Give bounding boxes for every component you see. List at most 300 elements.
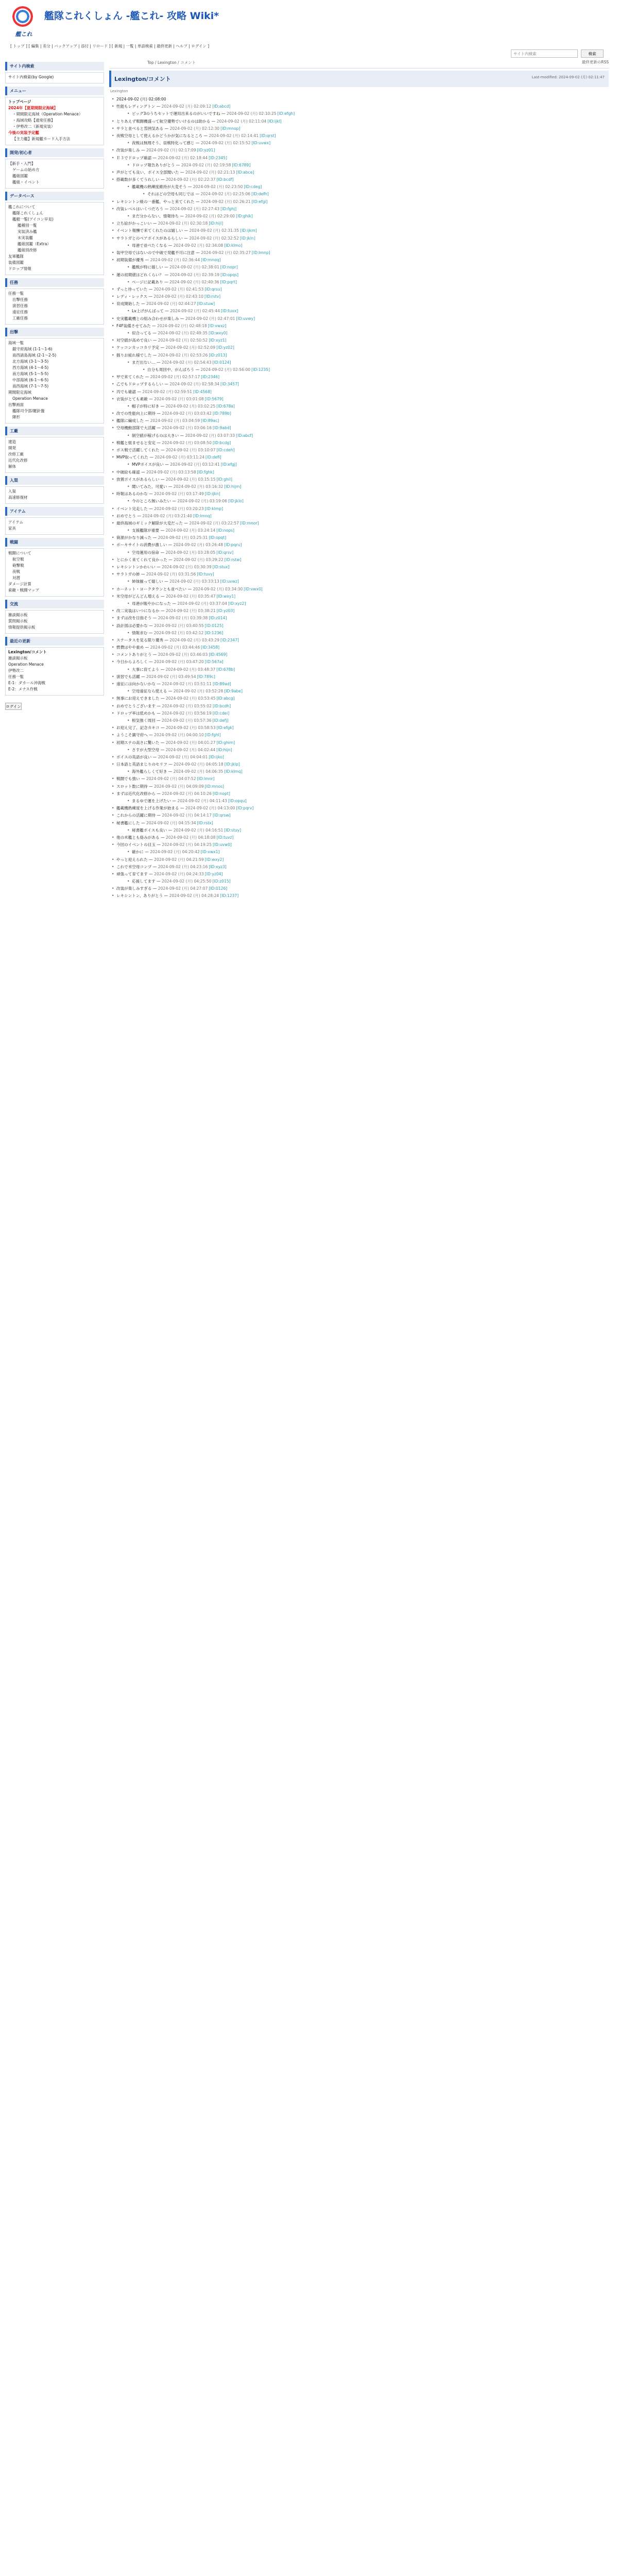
comment-id-link[interactable]: [ID:ijkl] bbox=[267, 118, 282, 124]
comment-id-link[interactable]: [ID:klmo] bbox=[224, 243, 243, 248]
sidebar-item[interactable]: 今後の実装予定艦 bbox=[8, 130, 39, 135]
sidebar-section bbox=[5, 517, 104, 535]
comment-id-link[interactable]: [ID:hijm] bbox=[224, 484, 242, 489]
comment bbox=[116, 542, 609, 548]
comment-date: 2024-09-02 (月) 03:10:07 bbox=[165, 448, 216, 452]
comment-id-link[interactable]: [ID:ghik] bbox=[236, 214, 253, 218]
sidebar-item[interactable]: 2024年【夏期間限定海域】 bbox=[8, 106, 58, 110]
comment-text: 米空母がどんどん増える — bbox=[116, 594, 166, 599]
comment-date: 2024-09-02 (月) 03:29:22 bbox=[174, 557, 224, 562]
sidebar-item[interactable]: 艦娘・イベント bbox=[12, 180, 40, 184]
comment-id-link[interactable]: [ID:opqu] bbox=[228, 799, 247, 803]
comment-id-link[interactable]: [ID:9abd] bbox=[212, 426, 231, 431]
comment-id-link[interactable]: [ID:opqt] bbox=[209, 535, 227, 540]
comment-text: ページに記載あり — bbox=[132, 279, 170, 284]
top-bar bbox=[109, 58, 609, 69]
logo-word: 艦これ bbox=[15, 31, 32, 38]
comment-text: レキシントンかわいい — bbox=[116, 565, 162, 569]
comment-text: 放置ボイスがあるらしい — bbox=[116, 477, 166, 482]
sidebar-item[interactable]: 任務一覧 bbox=[8, 674, 24, 679]
comment-text: おめでとう — bbox=[116, 513, 143, 518]
comment-date: 2024-09-02 (月) 03:39:38 bbox=[158, 616, 208, 621]
sidebar-item[interactable]: 開発 bbox=[8, 446, 16, 450]
comment-id-link[interactable]: [ID:567a] bbox=[204, 659, 224, 665]
comment-id-link[interactable]: [ID:vwx1] bbox=[200, 850, 220, 855]
comment-id-link[interactable]: [ID:678b] bbox=[216, 667, 235, 672]
comment-id-link[interactable]: [ID:nops] bbox=[216, 528, 234, 533]
comment-id-link[interactable]: [ID:fghl] bbox=[204, 733, 221, 738]
comment-id-link[interactable]: [ID:ijkn] bbox=[204, 492, 220, 497]
comment-text: 搭載数が多くてうれしい — bbox=[116, 177, 166, 182]
comment-id-link[interactable]: [ID:efgh] bbox=[277, 111, 295, 116]
sidebar-item[interactable]: 艦隊これくしょん bbox=[12, 211, 43, 215]
comment-text: 艦載機の熟練度維持が大変そう — bbox=[132, 184, 193, 190]
comment-date: 2024-09-02 (月) 04:21:59 bbox=[154, 857, 204, 862]
sidebar-item[interactable]: 艦艇一覧(アイコン早見) bbox=[12, 217, 54, 222]
comment-date: 2024-09-02 (月) 02:22:37 bbox=[165, 177, 216, 182]
comment-id-link[interactable]: [ID:hijn] bbox=[216, 747, 232, 752]
comment-text: これで米空母コンプ — bbox=[116, 864, 158, 869]
comment-text: 改での性能向上に期待 — bbox=[116, 411, 162, 416]
comment-id-link[interactable]: [ID:2347] bbox=[220, 637, 239, 642]
sidebar-item[interactable]: 期間限定海域 bbox=[8, 390, 31, 395]
comment-date: 2024-09-02 (月) 03:12:41 bbox=[170, 462, 220, 467]
sidebar-item[interactable]: 実装済み艦 bbox=[18, 229, 37, 234]
comment-id-link[interactable]: [ID:nopt] bbox=[212, 791, 230, 796]
sidebar-item[interactable]: 解体 bbox=[8, 464, 16, 469]
comment-date: 2024-09-02 (月) 02:09:12 bbox=[161, 104, 212, 109]
comment-id-link[interactable]: [ID:opqs] bbox=[220, 272, 238, 277]
comment-date: 2024-09-02 (月) 03:44:46 bbox=[150, 645, 200, 650]
comment-id-link[interactable]: [ID:ijkm] bbox=[240, 228, 257, 233]
comment-id-link[interactable]: [ID:efgk] bbox=[216, 725, 234, 731]
comment-id-link[interactable]: [ID:wxy1] bbox=[216, 594, 236, 599]
comment bbox=[116, 294, 609, 299]
sidebar-item[interactable]: 工廠任務 bbox=[12, 316, 28, 320]
comment-text: MVP取ってくれた — bbox=[116, 455, 155, 460]
comment-text: 装甲空母ではないので中破で発艦不可に注意 — bbox=[116, 250, 201, 255]
comment-id-link[interactable]: [ID:2346] bbox=[201, 375, 220, 380]
sidebar-item[interactable]: Operation Menace bbox=[8, 662, 44, 667]
comment-reply bbox=[132, 213, 609, 219]
sidebar-item[interactable]: 任務一覧 bbox=[8, 291, 24, 296]
comment-id-link[interactable]: [ID:tuvz] bbox=[216, 835, 234, 840]
comment-date: 2024-09-02 (月) 02:23:50 bbox=[193, 184, 243, 190]
parent-page-link[interactable]: Lexington bbox=[110, 89, 128, 93]
comment-id-link[interactable]: [ID:fghk] bbox=[197, 469, 214, 474]
sidebar-item[interactable]: 出撃画面 bbox=[8, 402, 24, 407]
comment-id-link[interactable]: [ID:6789] bbox=[232, 162, 251, 167]
rss-link[interactable]: 最終更新のRSS bbox=[581, 60, 609, 64]
sidebar-item[interactable]: 艦種別一覧 bbox=[18, 223, 37, 228]
comment-id-link[interactable]: [ID:789b] bbox=[212, 411, 231, 416]
sidebar-item[interactable]: 出撃任務 bbox=[12, 297, 28, 302]
comment-id-link[interactable]: [ID:xyz2] bbox=[228, 601, 246, 606]
comment bbox=[116, 469, 609, 475]
comment-date: 2024-09-02 (月) 02:18:44 bbox=[158, 155, 208, 160]
comment bbox=[116, 118, 609, 124]
sidebar-section bbox=[5, 159, 104, 189]
search-button[interactable]: 検索 bbox=[581, 49, 604, 58]
comment-date: 2024-09-02 (月) 02:19:58 bbox=[181, 162, 231, 167]
comment-id-link[interactable]: [ID:4568] bbox=[193, 389, 212, 394]
comment-date: 2024-09-02 (月) 03:48:37 bbox=[165, 667, 216, 672]
sidebar-item[interactable]: ・期間限定海域（Operation Menace） bbox=[12, 112, 83, 116]
comment-id-link[interactable]: [ID:mnoq] bbox=[201, 258, 221, 263]
site-logo[interactable] bbox=[6, 3, 41, 40]
comment-id-link[interactable]: [ID:0125] bbox=[204, 623, 224, 628]
comment-text: Lv上げがんばって — bbox=[132, 309, 170, 314]
search-input[interactable] bbox=[511, 49, 578, 58]
comment-id-link[interactable]: [ID:9abe] bbox=[224, 689, 243, 694]
comment bbox=[116, 206, 609, 212]
comment-date: 2024-09-02 (月) 03:53:45 bbox=[165, 696, 216, 701]
comment-date: 2024-09-02 (月) 02:40:36 bbox=[169, 279, 219, 284]
comment-id-link[interactable]: [ID:nopr] bbox=[220, 265, 238, 270]
comment bbox=[116, 257, 609, 263]
sidebar-item[interactable]: 南西諸島海域 (2-1〜2-5) bbox=[12, 353, 57, 358]
sidebar-item[interactable]: 未実装艦 bbox=[18, 235, 33, 240]
left-sidebar bbox=[5, 62, 104, 710]
comment-id-link[interactable]: [ID:tuvx] bbox=[220, 309, 238, 314]
sidebar-item[interactable]: サイト内検索(by Google) bbox=[8, 75, 54, 79]
comment-id-link[interactable]: [ID:klmp] bbox=[204, 506, 224, 511]
comment-id-link[interactable]: [ID:uvwy] bbox=[236, 316, 255, 321]
comment-id-link[interactable]: [ID:qrst] bbox=[260, 133, 276, 138]
comment-date: 2024-09-02 (月) 03:15:15 bbox=[165, 477, 216, 482]
comment-id-link[interactable]: [ID:789c] bbox=[197, 674, 215, 679]
comment-id-link[interactable]: [ID:defi] bbox=[205, 455, 221, 460]
comment-date: 2024-09-02 (月) 02:32:52 bbox=[189, 235, 239, 241]
comment-text: 母港が賑やかになった — bbox=[132, 601, 178, 606]
breadcrumb[interactable]: Top / Lexington / コメント bbox=[147, 60, 196, 65]
comment-date: 2024-09-02 (月) 03:19:06 bbox=[177, 499, 227, 504]
site-header bbox=[0, 0, 618, 49]
comment-date: 2024-09-02 (月) 02:41:53 bbox=[153, 286, 204, 292]
sidebar-item[interactable]: 航空戦 bbox=[12, 557, 24, 562]
comment-id-link[interactable]: [ID:3457] bbox=[220, 382, 239, 387]
comment-text: コメントありがとう — bbox=[116, 652, 158, 657]
comment-id-link[interactable]: [ID:bcdh] bbox=[212, 703, 231, 708]
comment-id-link[interactable]: [ID:mnos] bbox=[204, 784, 225, 789]
comment-id-link[interactable]: [ID:cdei] bbox=[212, 710, 230, 716]
sidebar-item[interactable]: 戦闘について bbox=[8, 551, 31, 555]
comment-id-link[interactable]: [ID:bcdg] bbox=[212, 440, 231, 445]
sidebar-item[interactable]: 家具 bbox=[8, 526, 16, 531]
comment-id-link[interactable]: [ID:fghj] bbox=[220, 206, 237, 211]
comment bbox=[116, 96, 609, 102]
comment-id-link[interactable]: [ID:cdeh] bbox=[216, 448, 235, 452]
comment-id-link[interactable]: [ID:pqrt] bbox=[220, 279, 237, 284]
comment bbox=[116, 710, 609, 716]
sidebar-item[interactable]: 【新手・入門】 bbox=[8, 161, 36, 166]
sidebar-item[interactable]: 雑談掲示板 bbox=[8, 656, 28, 660]
sidebar-item[interactable]: 友軍艦隊 bbox=[8, 254, 24, 259]
comment-reply bbox=[132, 111, 609, 116]
comment-id-link[interactable]: [ID:ghil] bbox=[216, 477, 232, 482]
comment bbox=[116, 170, 609, 175]
comment-date: 2024-09-02 (月) 03:47:20 bbox=[154, 659, 204, 665]
comment-id-link[interactable]: [ID:stux] bbox=[212, 565, 230, 569]
sidebar-item[interactable]: 西方海域 (4-1〜4-5) bbox=[12, 365, 49, 370]
comment-id-link[interactable]: [ID:xyz1] bbox=[209, 338, 227, 343]
sidebar-item[interactable]: 艦娘図鑑（Extra） bbox=[18, 242, 51, 246]
comment-id-link[interactable]: [ID:stuw] bbox=[197, 301, 215, 307]
comment-id-link[interactable]: [ID:defj] bbox=[212, 718, 229, 723]
logo-emblem-icon bbox=[12, 6, 33, 27]
comment-text: 乙でもドロップするらしい — bbox=[116, 382, 170, 387]
comment-id-link[interactable]: [ID:wxy2] bbox=[204, 857, 224, 862]
sidebar-section bbox=[5, 486, 104, 504]
comment-id-link[interactable]: [ID:qrsv] bbox=[216, 550, 234, 555]
comment-text: 根気強く周回 — bbox=[132, 718, 162, 723]
comment-id-link[interactable]: [ID:abcd] bbox=[212, 104, 231, 109]
comment-id-link[interactable]: [ID:ghim] bbox=[216, 740, 235, 745]
comment-reply bbox=[132, 878, 609, 884]
comment-reply bbox=[132, 798, 609, 804]
comment-text: 大事に育てよう — bbox=[132, 667, 166, 672]
comment-id-link[interactable]: [ID:jkln] bbox=[239, 235, 255, 241]
comment-id-link[interactable]: [ID:89ac] bbox=[201, 418, 219, 423]
sidebar-item[interactable]: アイテム bbox=[8, 520, 23, 524]
comment-id-link[interactable]: [ID:1235] bbox=[251, 367, 270, 372]
comment-reply bbox=[132, 601, 609, 606]
comment-id-link[interactable]: [ID:3458] bbox=[201, 645, 220, 650]
sidebar-item[interactable]: 情報提供掲示板 bbox=[8, 625, 36, 630]
sidebar-item[interactable]: 南方海域 (5-1〜5-5) bbox=[12, 371, 49, 376]
comment-text: それはどの空母も同じでは — bbox=[147, 192, 201, 197]
sidebar-item[interactable]: 夜戦 bbox=[12, 569, 20, 574]
comment bbox=[116, 696, 609, 701]
comment-id-link[interactable]: [ID:defh] bbox=[251, 192, 269, 197]
sidebar-item[interactable]: 艦娘別改修 bbox=[18, 248, 37, 252]
comment-id-link[interactable]: [ID:bcdf] bbox=[216, 177, 234, 182]
sidebar-section bbox=[5, 72, 104, 83]
comment-date: 2024-09-02 (月) 02:56:00 bbox=[200, 367, 251, 372]
comment-id-link[interactable]: [ID:lmnr] bbox=[197, 776, 215, 782]
comment-date: 2024-09-02 (月) 04:16:51 bbox=[173, 827, 224, 833]
comment-id-link[interactable]: [ID:efgj] bbox=[220, 462, 237, 467]
comment-text: 丙でも確認 — bbox=[116, 389, 143, 394]
comment-id-link[interactable]: [ID:mnop] bbox=[220, 126, 241, 131]
comment-text: ステータスを見る限り優秀 — bbox=[116, 637, 170, 642]
comment-id-link[interactable]: [ID:jklo] bbox=[228, 499, 244, 504]
comment-id-link[interactable]: [ID:tuvy] bbox=[197, 572, 214, 577]
comment-text: 最終海域のギミック解除が大変だった — bbox=[116, 520, 190, 526]
comment bbox=[116, 418, 609, 423]
search-box bbox=[511, 49, 596, 58]
comment-id-link[interactable]: [ID:yz04] bbox=[204, 871, 223, 876]
comment-date: 2024-09-02 (月) 03:17:49 bbox=[154, 492, 204, 497]
comment-id-link[interactable]: [ID:pqrv] bbox=[236, 806, 254, 811]
comment-text: F4F装備させてみた — bbox=[116, 323, 158, 328]
sidebar-item[interactable]: 艦娘図鑑 bbox=[12, 174, 28, 178]
comment bbox=[116, 835, 609, 840]
sidebar-item[interactable]: E-2：メナス作戦 bbox=[8, 687, 38, 691]
sidebar-item[interactable]: 中部海域 (6-1〜6-5) bbox=[12, 378, 49, 382]
comment-id-link[interactable]: [ID:abcf] bbox=[236, 433, 253, 438]
sidebar-item[interactable]: 【主力艦】新規艦カード入手方法 bbox=[12, 137, 71, 141]
comment-id-link[interactable]: [ID:ijko] bbox=[209, 754, 224, 759]
comment-date: 2024-09-02 (月) 02:21:13 bbox=[185, 170, 235, 175]
comment-id-link[interactable]: [ID:rstv] bbox=[204, 294, 221, 299]
comment-id-link[interactable]: [ID:1236] bbox=[204, 630, 224, 635]
comment-id-link[interactable]: [ID:rstx] bbox=[197, 820, 213, 825]
comment-id-link[interactable]: [ID:1237] bbox=[220, 893, 239, 899]
sidebar-item[interactable]: トップページ bbox=[8, 99, 31, 104]
comment bbox=[116, 586, 609, 592]
comment-date: 2024-09-02 (月) 04:11:43 bbox=[177, 799, 227, 803]
comment-id-link[interactable]: [ID:2345] bbox=[209, 155, 227, 160]
sidebar-item[interactable]: 入渠 bbox=[8, 489, 16, 494]
comment bbox=[116, 126, 609, 131]
comment-text: レディ・レックス — bbox=[116, 294, 154, 299]
sidebar-item[interactable]: ・海域攻略【通常任務】 bbox=[12, 118, 55, 123]
comment-id-link[interactable]: [ID:jklp] bbox=[224, 762, 240, 767]
comment-date: 2024-09-02 (月) 02:29:00 bbox=[185, 214, 235, 218]
comment-id-link[interactable]: [ID:rstw] bbox=[224, 557, 242, 562]
comment-id-link[interactable]: [ID:uvw0] bbox=[212, 842, 232, 848]
comment-id-link[interactable]: [ID:wxy0] bbox=[208, 331, 228, 335]
comment-date: 2024-09-02 (月) 03:38:21 bbox=[165, 608, 216, 614]
comment bbox=[116, 776, 609, 782]
comment-text: ずっと待っていた — bbox=[116, 286, 154, 292]
comment-id-link[interactable]: [ID:stuy] bbox=[224, 827, 242, 833]
sidebar-item[interactable]: 近代化改修 bbox=[8, 458, 28, 463]
comment-id-link[interactable]: [ID:vwxz] bbox=[208, 323, 227, 328]
sidebar-item[interactable]: 雑談掲示板 bbox=[8, 613, 28, 617]
comment-date: 2024-09-02 (月) 02:45:44 bbox=[170, 309, 220, 314]
comment-id-link[interactable]: [ID:pqru] bbox=[224, 543, 242, 548]
sidebar-item[interactable]: 改修工廠 bbox=[8, 452, 24, 456]
sidebar-item[interactable]: E-1：ダカール沖海戦 bbox=[8, 681, 46, 685]
sidebar-item[interactable]: 対潜 bbox=[12, 575, 20, 580]
comment-id-link[interactable]: [ID:678a] bbox=[216, 403, 235, 409]
sidebar-item[interactable]: 陣形 bbox=[12, 415, 20, 419]
sidebar-item[interactable]: 砲撃戦 bbox=[12, 563, 24, 568]
sidebar-item[interactable]: 高速修復材 bbox=[8, 495, 28, 500]
sidebar-item[interactable]: 鎮守府海域 (1-1〜1-6) bbox=[12, 347, 53, 351]
comment-reply bbox=[132, 308, 609, 314]
comment-id-link[interactable]: [ID:4569] bbox=[209, 652, 228, 657]
comment-id-link[interactable]: [ID:qrsu] bbox=[204, 286, 222, 292]
sidebar-section bbox=[5, 289, 104, 325]
page-title: Lexington/コメント bbox=[114, 76, 171, 82]
comment-id-link[interactable]: [ID:qrsw] bbox=[212, 813, 231, 818]
login-button[interactable]: ログイン bbox=[5, 703, 22, 710]
comment-reply bbox=[132, 667, 609, 672]
sidebar-item[interactable]: 遠征任務 bbox=[12, 310, 28, 314]
comment-date: 2024-09-02 (月) 03:28:05 bbox=[165, 550, 216, 555]
comment-id-link[interactable]: [ID:klmq] bbox=[224, 769, 243, 774]
comment-id-link[interactable]: [ID:lmnq] bbox=[193, 513, 212, 518]
sidebar-item[interactable]: 装備図鑑 bbox=[8, 260, 24, 265]
comment-date: 2024-09-02 (月) 03:07:33 bbox=[185, 433, 235, 438]
sidebar-item[interactable]: 南西海域 (7-1〜7-5) bbox=[12, 384, 49, 388]
comment-id-link[interactable]: [ID:vwx0] bbox=[244, 586, 263, 591]
comment-id-link[interactable]: [ID:efgi] bbox=[251, 199, 268, 204]
comment-id-link[interactable]: [ID:cdeg] bbox=[244, 184, 262, 190]
comment-text: イベント完走した — bbox=[116, 506, 154, 511]
comment-id-link[interactable]: [ID:xyz3] bbox=[209, 864, 227, 869]
comment-text: ようこそ鎮守府へ — bbox=[116, 733, 154, 738]
comment-date: 2024-09-02 (月) 03:30:39 bbox=[162, 565, 212, 569]
sidebar-item[interactable]: 伊勢改二 bbox=[8, 668, 24, 673]
comment-text: 他の米艦とも絡みがある — bbox=[116, 835, 166, 840]
comment-id-link[interactable]: [ID:0126] bbox=[209, 886, 228, 891]
comment-id-link[interactable]: [ID:z015] bbox=[212, 879, 231, 884]
comment-date: 2024-09-02 (月) 03:33:13 bbox=[169, 579, 219, 584]
sidebar-section-heading: サイト内検索 bbox=[5, 62, 104, 71]
comment-id-link[interactable]: [ID:abce] bbox=[236, 170, 254, 175]
comment bbox=[116, 842, 609, 848]
comment-id-link[interactable]: [ID:z013] bbox=[209, 352, 227, 358]
comment-date: 2024-09-02 (月) 02:43:10 bbox=[153, 294, 204, 299]
comment-id-link[interactable]: [ID:hijl] bbox=[209, 221, 224, 226]
sidebar-item[interactable]: Operation Menace bbox=[12, 396, 48, 401]
comment-text: 今回のイベントの目玉 — bbox=[116, 842, 162, 848]
comment-id-link[interactable]: [ID:z014] bbox=[209, 616, 227, 621]
sidebar-item[interactable]: ・伊勢改二（新規実装） bbox=[12, 124, 55, 129]
comment bbox=[116, 411, 609, 416]
comment-date: 2024-09-02 (月) 04:28:24 bbox=[169, 893, 219, 899]
sidebar-item[interactable]: 海域一覧 bbox=[8, 341, 24, 345]
comment-text: おめでとうございます — bbox=[116, 703, 162, 708]
comment-id-link[interactable]: [ID:uvwx] bbox=[251, 141, 271, 146]
comment-id-link[interactable]: [ID:89ad] bbox=[212, 682, 231, 686]
comment-date: 2024-09-02 (月) 03:11:24 bbox=[154, 455, 204, 460]
sidebar-section bbox=[5, 97, 104, 145]
comment-date: 2024-09-02 (月) 02:54:43 bbox=[161, 360, 212, 365]
sidebar-item[interactable]: 艦隊司令部/羅針盤 bbox=[12, 409, 45, 413]
sidebar-item[interactable]: ゲームの始め方 bbox=[12, 167, 40, 172]
comment-text: 空母運用の宿命 — bbox=[132, 550, 166, 555]
comment-id-link[interactable]: [ID:yz03] bbox=[216, 608, 235, 614]
comment-date: 2024-09-02 (月) 02:25:06 bbox=[200, 192, 251, 197]
header-nav-links[interactable]: [ トップ ] [ 編集 | 差分 | バックアップ | 添付 | リロード ] [ 新規 | 一覧 | 単語検索 | 最終更新 | ヘルプ | ログイン ] bbox=[10, 44, 210, 48]
sidebar-item[interactable]: 建造 bbox=[8, 439, 16, 444]
comment-id-link[interactable]: [ID:lmnp] bbox=[251, 250, 270, 255]
comment-id-link[interactable]: [ID:abcg] bbox=[216, 696, 235, 701]
comment-id-link[interactable]: [ID:0124] bbox=[212, 360, 231, 365]
comment-date: 2024-09-02 (月) 03:42:12 bbox=[153, 630, 204, 635]
sidebar-section-heading: 戦闘 bbox=[5, 538, 104, 547]
sidebar-section-heading: 交流 bbox=[5, 600, 104, 608]
sidebar-item[interactable]: 質問掲示板 bbox=[8, 619, 28, 623]
comment-date: 2024-09-02 (月) 04:18:08 bbox=[165, 835, 216, 840]
sidebar-item[interactable]: ダメージ計算 bbox=[8, 582, 31, 586]
comment-id-link[interactable]: [ID:yz02] bbox=[216, 345, 234, 350]
sidebar-item[interactable]: 索敵・戦闘マップ bbox=[8, 588, 39, 592]
comment-reply bbox=[147, 191, 609, 197]
sidebar-item[interactable]: 演習任務 bbox=[12, 303, 28, 308]
comment-text: 帽子が特に好き — bbox=[132, 403, 166, 409]
comment-id-link[interactable]: [ID:5679] bbox=[204, 396, 224, 401]
comment-date: 2024-09-02 (月) 04:25:50 bbox=[161, 879, 212, 884]
sidebar-item[interactable]: Lexington/コメント bbox=[8, 650, 47, 654]
sidebar-item[interactable]: 艦これについて bbox=[8, 205, 36, 209]
sidebar-item[interactable]: ドロップ情報 bbox=[8, 266, 31, 271]
comment-id-link[interactable]: [ID:mnor] bbox=[239, 520, 259, 526]
sidebar-item[interactable]: 北方海域 (3-1〜3-5) bbox=[12, 359, 49, 364]
comment-date: 2024-09-02 (月) 02:52:09 bbox=[165, 345, 216, 350]
comment-id-link[interactable]: [ID:uvwz] bbox=[220, 579, 239, 584]
comment-date: 2024-09-02 (月) 03:13:58 bbox=[146, 469, 196, 474]
comment-reply bbox=[132, 484, 609, 489]
site-title[interactable]: 艦隊これくしょん -艦これ- 攻略 Wiki* bbox=[44, 10, 219, 22]
comment-id-link[interactable]: [ID:yz01] bbox=[197, 148, 215, 153]
comment bbox=[116, 791, 609, 796]
